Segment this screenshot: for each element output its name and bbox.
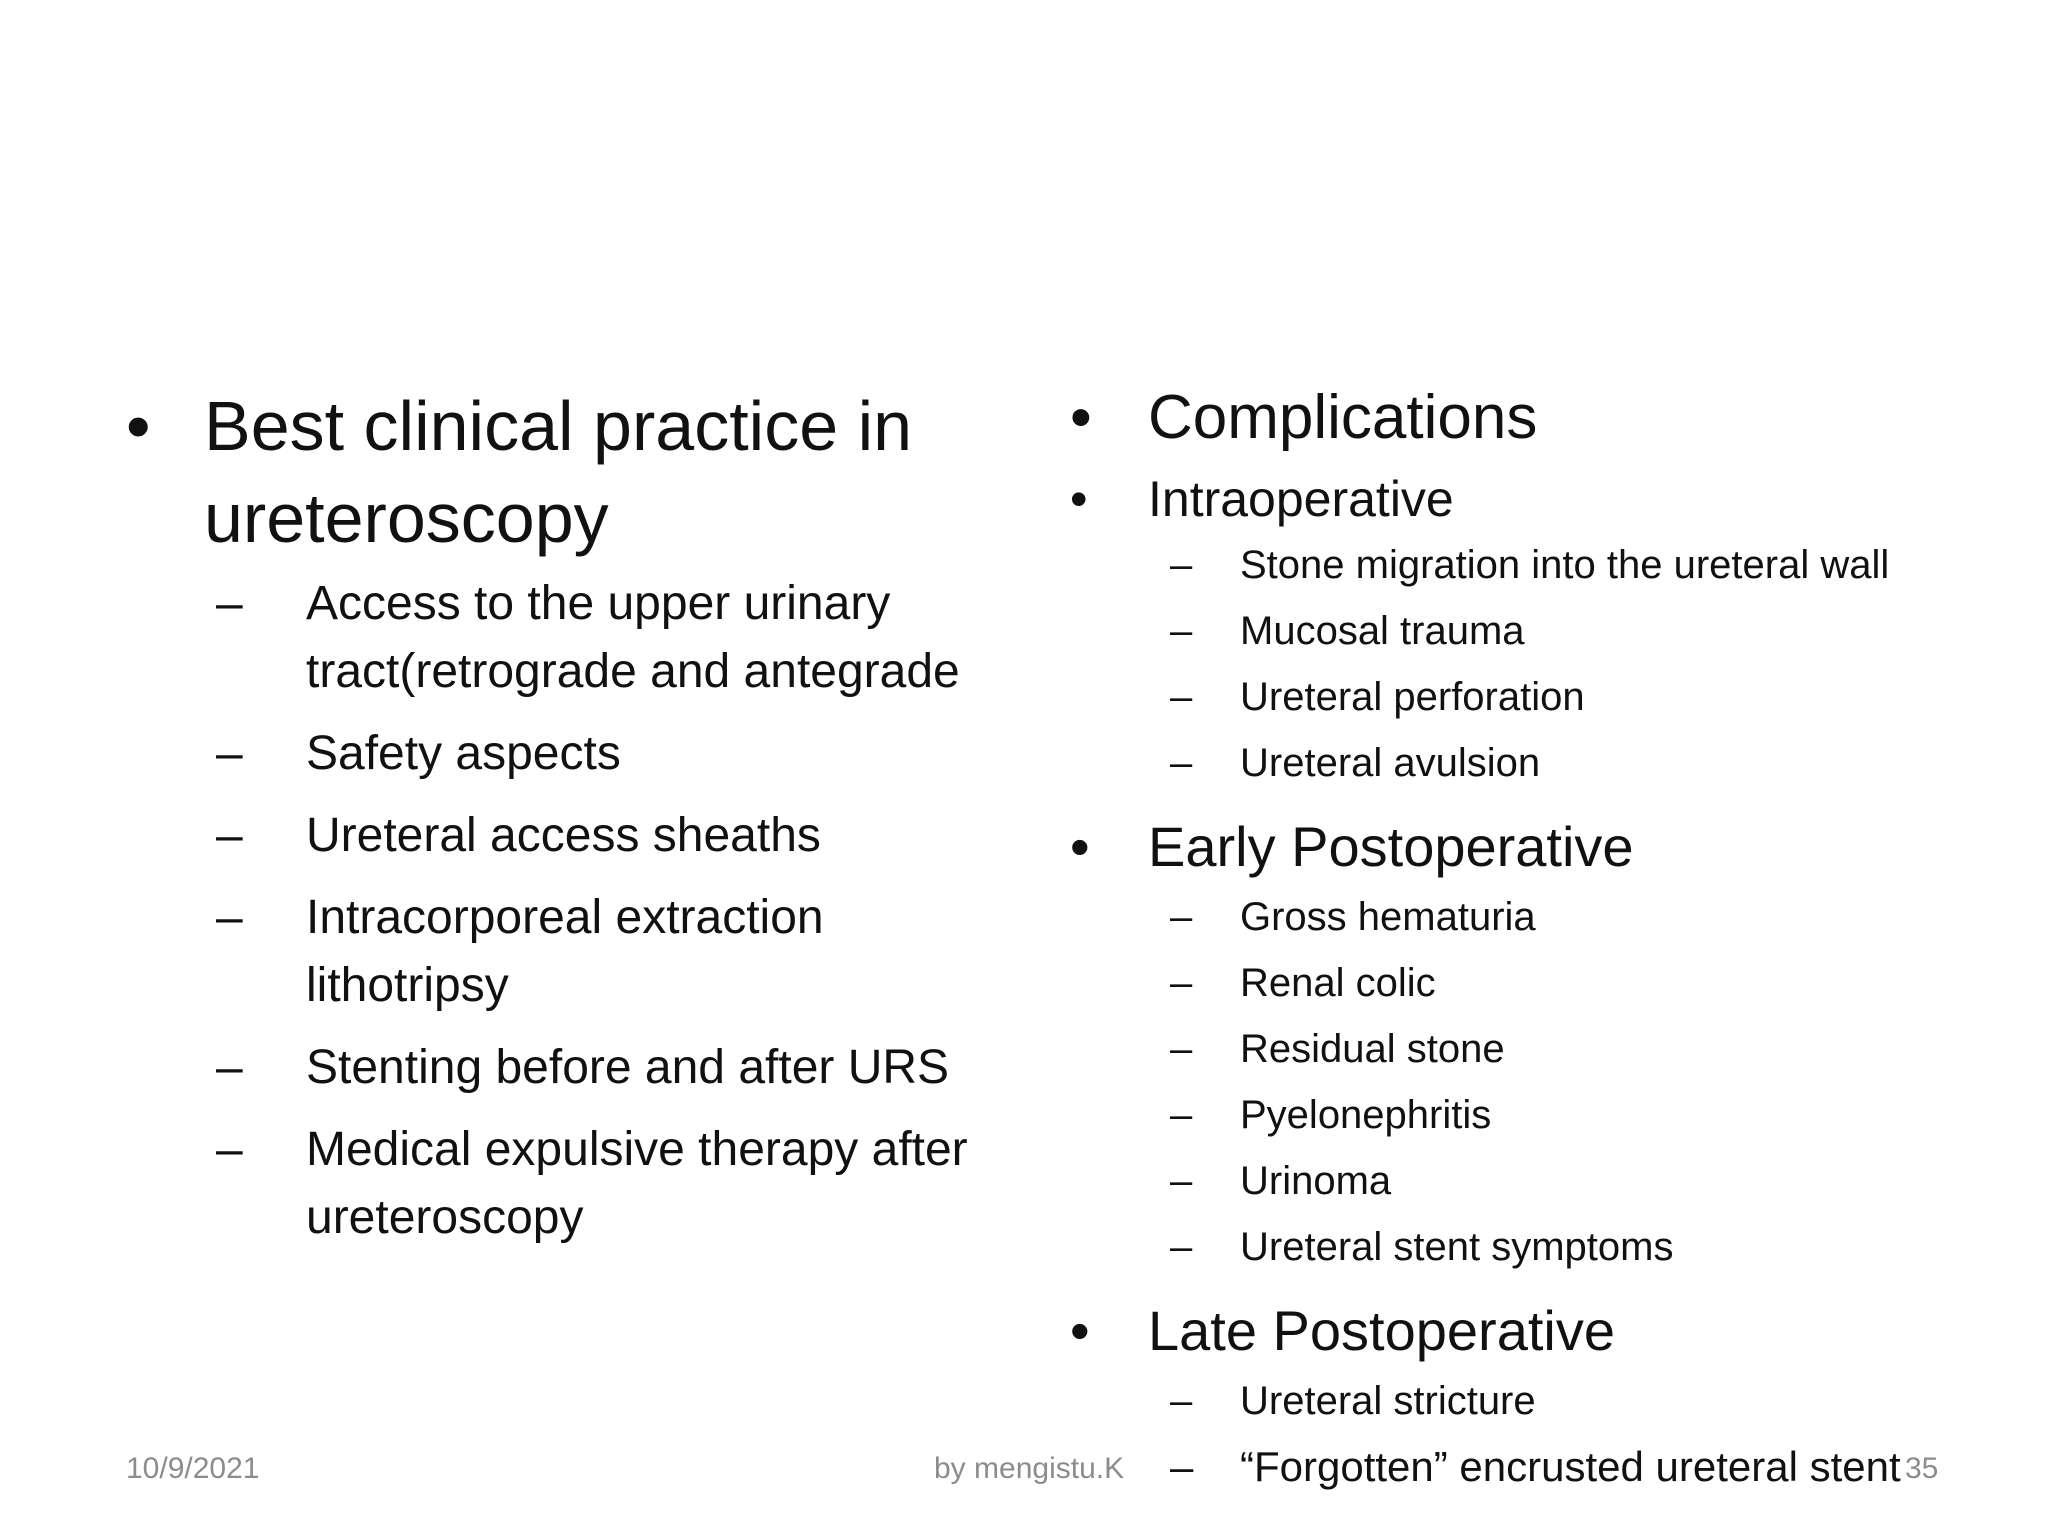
left-heading: Best clinical practice in ureteroscopy: [204, 387, 913, 557]
list-item-text: Ureteral stricture: [1240, 1379, 1536, 1423]
dash-icon: –: [1170, 895, 1193, 939]
list-item: [216, 884, 1026, 1020]
dash-icon: –: [216, 1123, 243, 1176]
dash-icon: –: [1170, 1027, 1193, 1071]
list-item-text: Intracorporeal extraction lithotripsy: [306, 891, 824, 1012]
late-postoperative-list-wrapper: [1070, 1368, 2010, 1500]
left-bullet-list: [126, 380, 1026, 1252]
list-item-text: Stenting before and after URS: [306, 1041, 950, 1094]
complications-heading: Complications: [1148, 383, 1538, 452]
early-postoperative-list: [1070, 884, 2010, 1280]
list-item-text: Residual stone: [1240, 1027, 1505, 1071]
list-item: [1170, 1082, 2010, 1148]
dash-icon: –: [1170, 1159, 1193, 1203]
dash-icon: –: [216, 809, 243, 862]
dash-icon: –: [1170, 1093, 1193, 1137]
dash-icon: –: [1170, 741, 1193, 785]
dash-icon: –: [216, 727, 243, 780]
list-item-text: Ureteral perforation: [1240, 675, 1585, 719]
list-item: [1170, 884, 2010, 950]
complications-heading-item: [1070, 378, 2010, 458]
list-item: [1170, 730, 2010, 796]
left-sub-list-wrapper: [126, 570, 1026, 1252]
dash-icon: –: [216, 1041, 243, 1094]
dash-icon: –: [216, 577, 243, 630]
dash-icon: –: [1170, 543, 1193, 587]
dash-icon: –: [1170, 609, 1193, 653]
section-heading: Intraoperative: [1148, 471, 1454, 527]
list-item-text: Renal colic: [1240, 961, 1436, 1005]
list-item-text: “Forgotten” encrusted ureteral stent: [1240, 1443, 1901, 1490]
list-item: [216, 720, 1026, 788]
section-heading-intraoperative: [1070, 466, 2010, 532]
bullet-icon: •: [126, 387, 151, 465]
list-item-text: Ureteral access sheaths: [306, 809, 821, 862]
left-sub-list: [126, 570, 1026, 1252]
list-item-text: Urinoma: [1240, 1159, 1392, 1203]
section-heading-early-postoperative: [1070, 810, 2010, 884]
early-postoperative-list-wrapper: [1070, 884, 2010, 1280]
intraoperative-list: [1070, 532, 2010, 796]
dash-icon: –: [1170, 1443, 1194, 1490]
bullet-icon: •: [1070, 815, 1090, 878]
section-heading-late-postoperative: [1070, 1294, 2010, 1368]
bullet-icon: •: [1070, 383, 1092, 452]
footer-date: 10/9/2021: [126, 1452, 260, 1485]
list-item: [1170, 532, 2010, 598]
list-item-text: Access to the upper urinary tract(retrograde and antegrade: [306, 577, 960, 698]
list-item: [1170, 1368, 2010, 1434]
list-item: [216, 570, 1026, 706]
list-item-text: Ureteral avulsion: [1240, 741, 1541, 785]
list-item-text: Ureteral stent symptoms: [1240, 1225, 1674, 1269]
section-heading: Late Postoperative: [1148, 1299, 1615, 1362]
list-item: [1170, 1016, 2010, 1082]
list-item: [1170, 1148, 2010, 1214]
slide-number: 35: [1905, 1452, 1939, 1485]
section-heading: Early Postoperative: [1148, 815, 1634, 878]
dash-icon: –: [1170, 961, 1193, 1005]
list-item: [1170, 664, 2010, 730]
list-item: [1170, 1214, 2010, 1280]
list-item-text: Medical expulsive therapy after ureteroscopy: [306, 1123, 968, 1244]
list-item-text: Gross hematuria: [1240, 895, 1536, 939]
list-item-text: Safety aspects: [306, 727, 621, 780]
footer-author: by mengistu.K: [934, 1452, 1125, 1485]
late-postoperative-list: [1070, 1368, 2010, 1500]
list-item: [216, 802, 1026, 870]
left-heading-item: [126, 380, 1026, 564]
list-item: [1170, 1434, 2010, 1500]
right-bullet-list: [1070, 378, 2010, 1500]
bullet-icon: •: [1070, 1299, 1090, 1362]
list-item-text: Pyelonephritis: [1240, 1093, 1492, 1137]
dash-icon: –: [1170, 675, 1193, 719]
list-item-text: Mucosal trauma: [1240, 609, 1525, 653]
dash-icon: –: [1170, 1379, 1193, 1423]
list-item: [1170, 598, 2010, 664]
dash-icon: –: [216, 891, 243, 944]
list-item-text: Stone migration into the ureteral wall: [1240, 543, 1890, 587]
bullet-icon: •: [1070, 471, 1088, 527]
list-item: [216, 1116, 1026, 1252]
list-item: [216, 1034, 1026, 1102]
list-item: [1170, 950, 2010, 1016]
dash-icon: –: [1170, 1225, 1193, 1269]
intraoperative-list-wrapper: [1070, 532, 2010, 796]
